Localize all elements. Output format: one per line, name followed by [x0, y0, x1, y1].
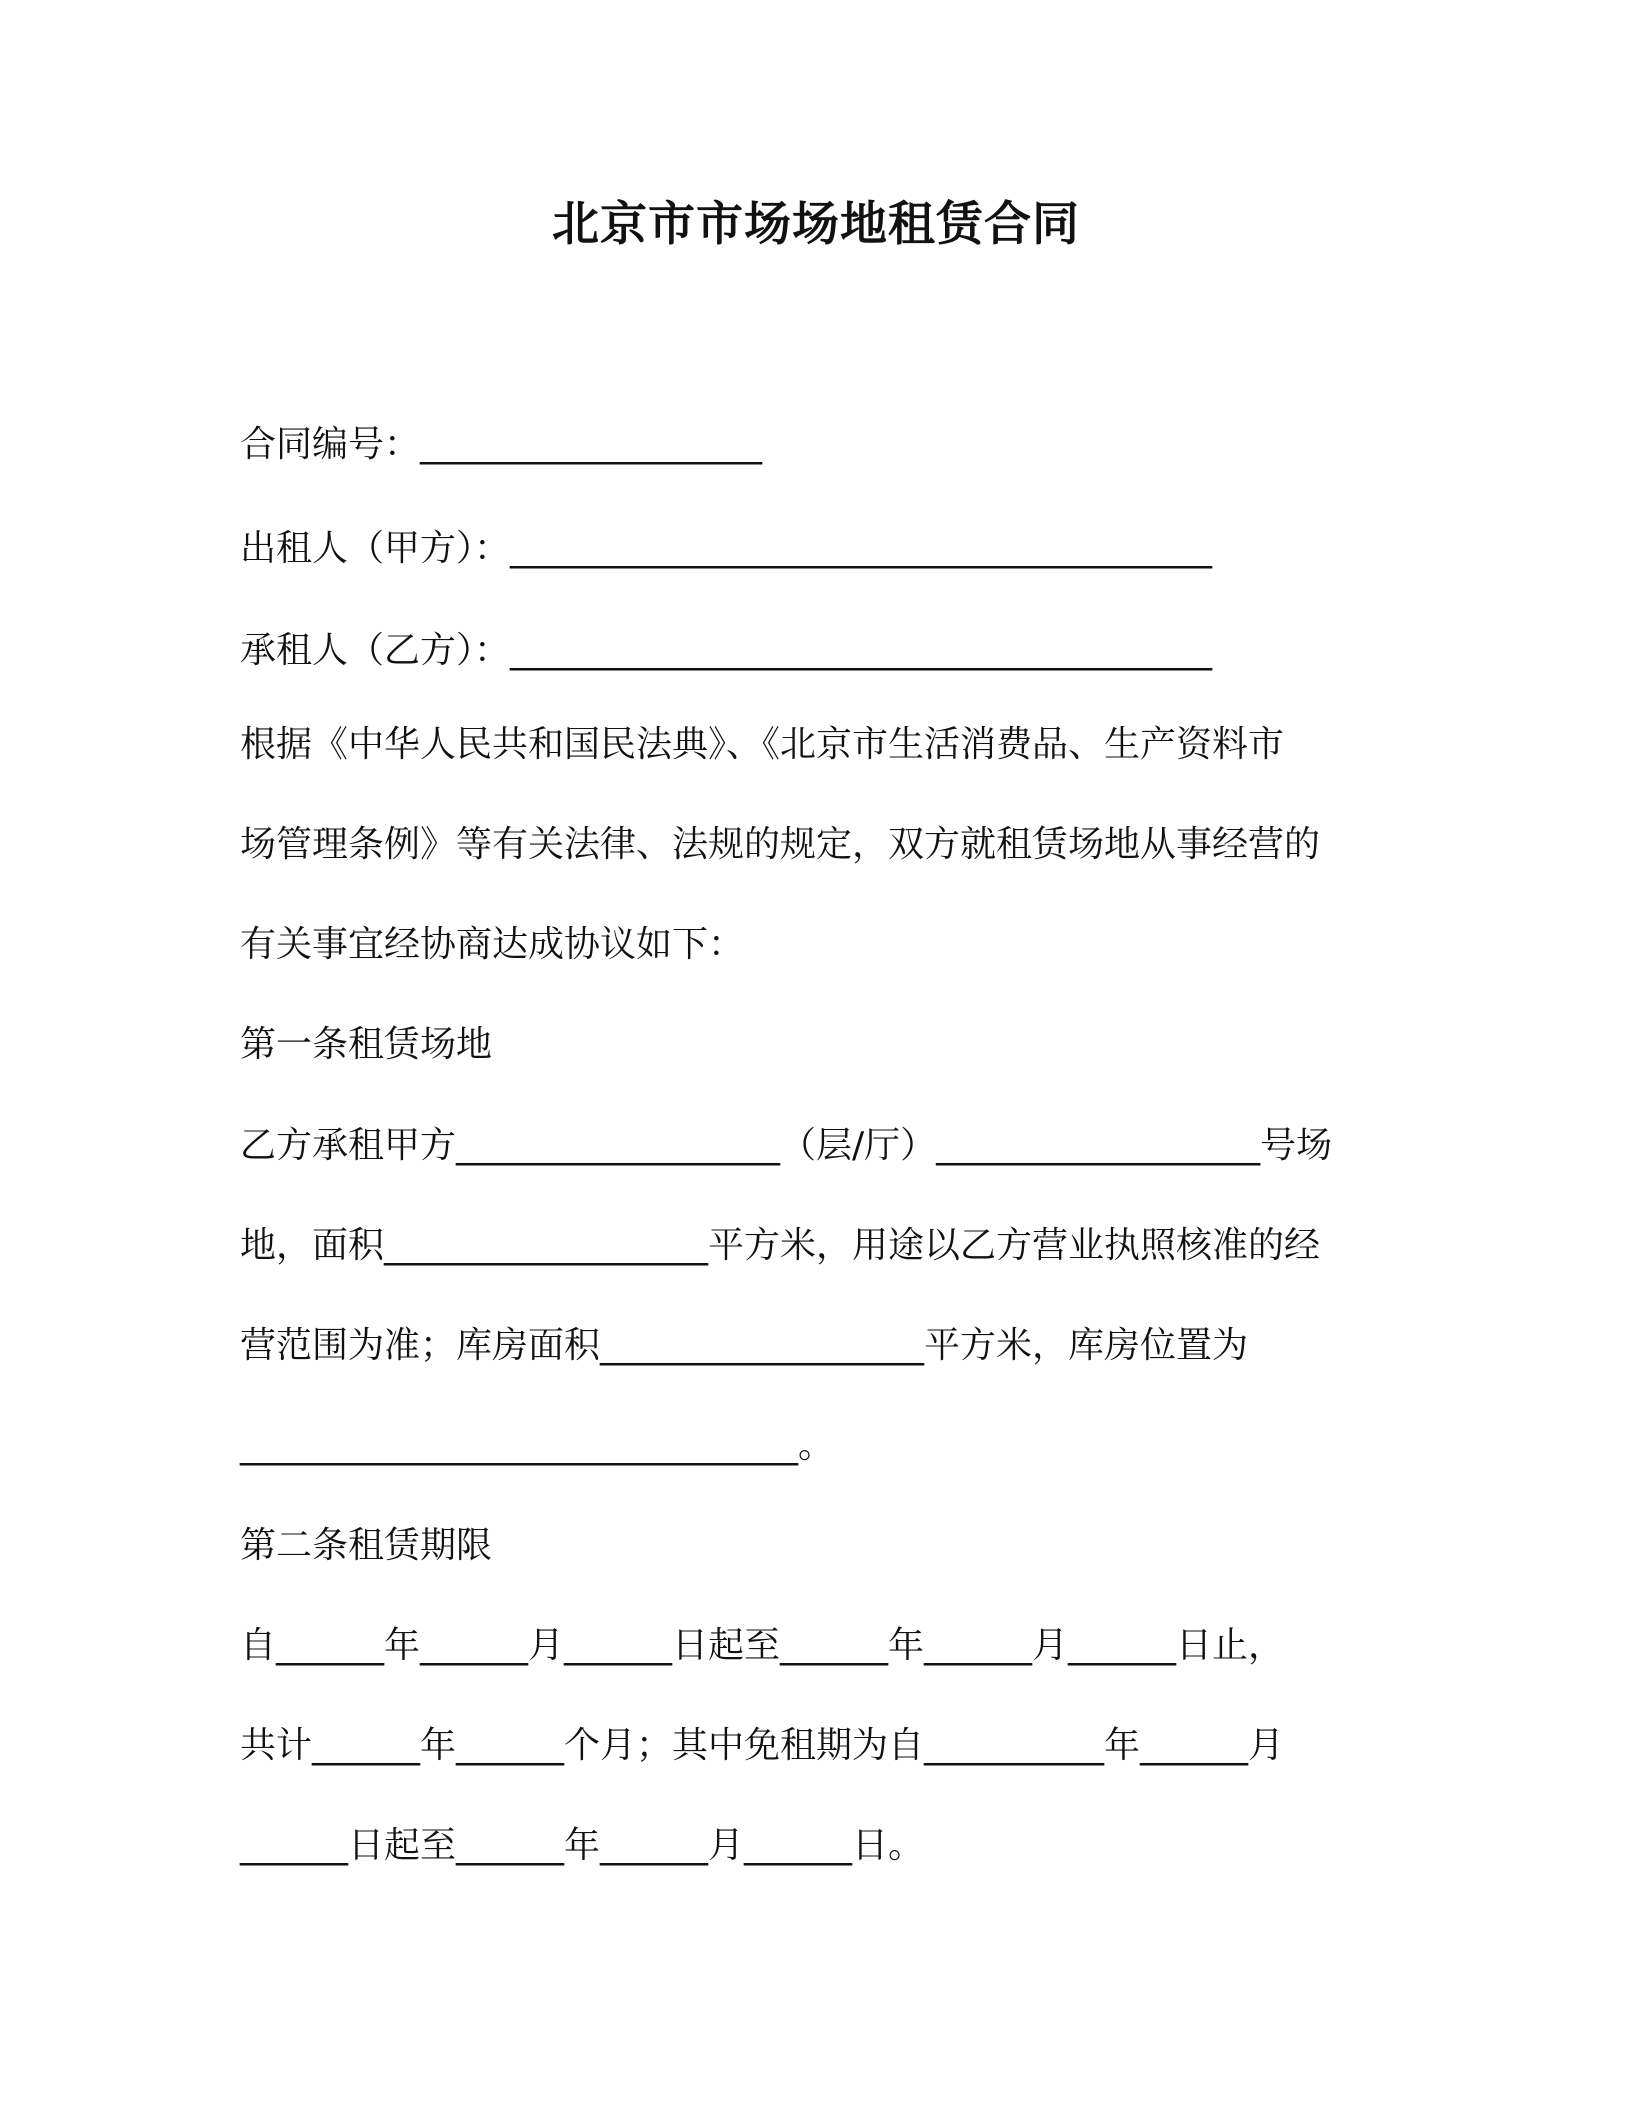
preamble-line-2: 场管理条例》等有关法律、法规的规定，双方就租赁场地从事经营的: [240, 824, 1321, 865]
article-1-line-3: 营范围为准；库房面积__________________平方米，库房位置为: [240, 1325, 1249, 1366]
article-2-line-3: ______日起至______年______月______日。: [240, 1825, 925, 1866]
article-1-line-2: 地，面积__________________平方米，用途以乙方营业执照核准的经: [240, 1225, 1321, 1266]
preamble-line-1: 根据《中华人民共和国民法典》、《北京市生活消费品、生产资料市: [240, 724, 1285, 765]
contract-number-line: 合同编号：___________________: [240, 424, 763, 465]
article-2-line-2: 共计______年______个月；其中免租期为自__________年______月: [240, 1725, 1285, 1766]
article-2-line-1: 自______年______月______日起至______年______月______日止，: [240, 1625, 1285, 1666]
article-2-heading: 第二条租赁期限: [240, 1525, 493, 1566]
article-1-line-1: 乙方承租甲方__________________（层/厅）__________________号场: [240, 1125, 1333, 1166]
lessor-line: 出租人（甲方）：_______________________________________: [240, 528, 1213, 569]
preamble-line-3: 有关事宜经协商达成协议如下：: [240, 924, 745, 965]
lessee-line: 承租人（乙方）：_______________________________________: [240, 630, 1213, 671]
article-1-heading: 第一条租赁场地: [240, 1024, 493, 1065]
contract-title: 北京市市场场地租赁合同: [552, 197, 1080, 252]
article-1-line-4: _______________________________。: [240, 1425, 834, 1466]
